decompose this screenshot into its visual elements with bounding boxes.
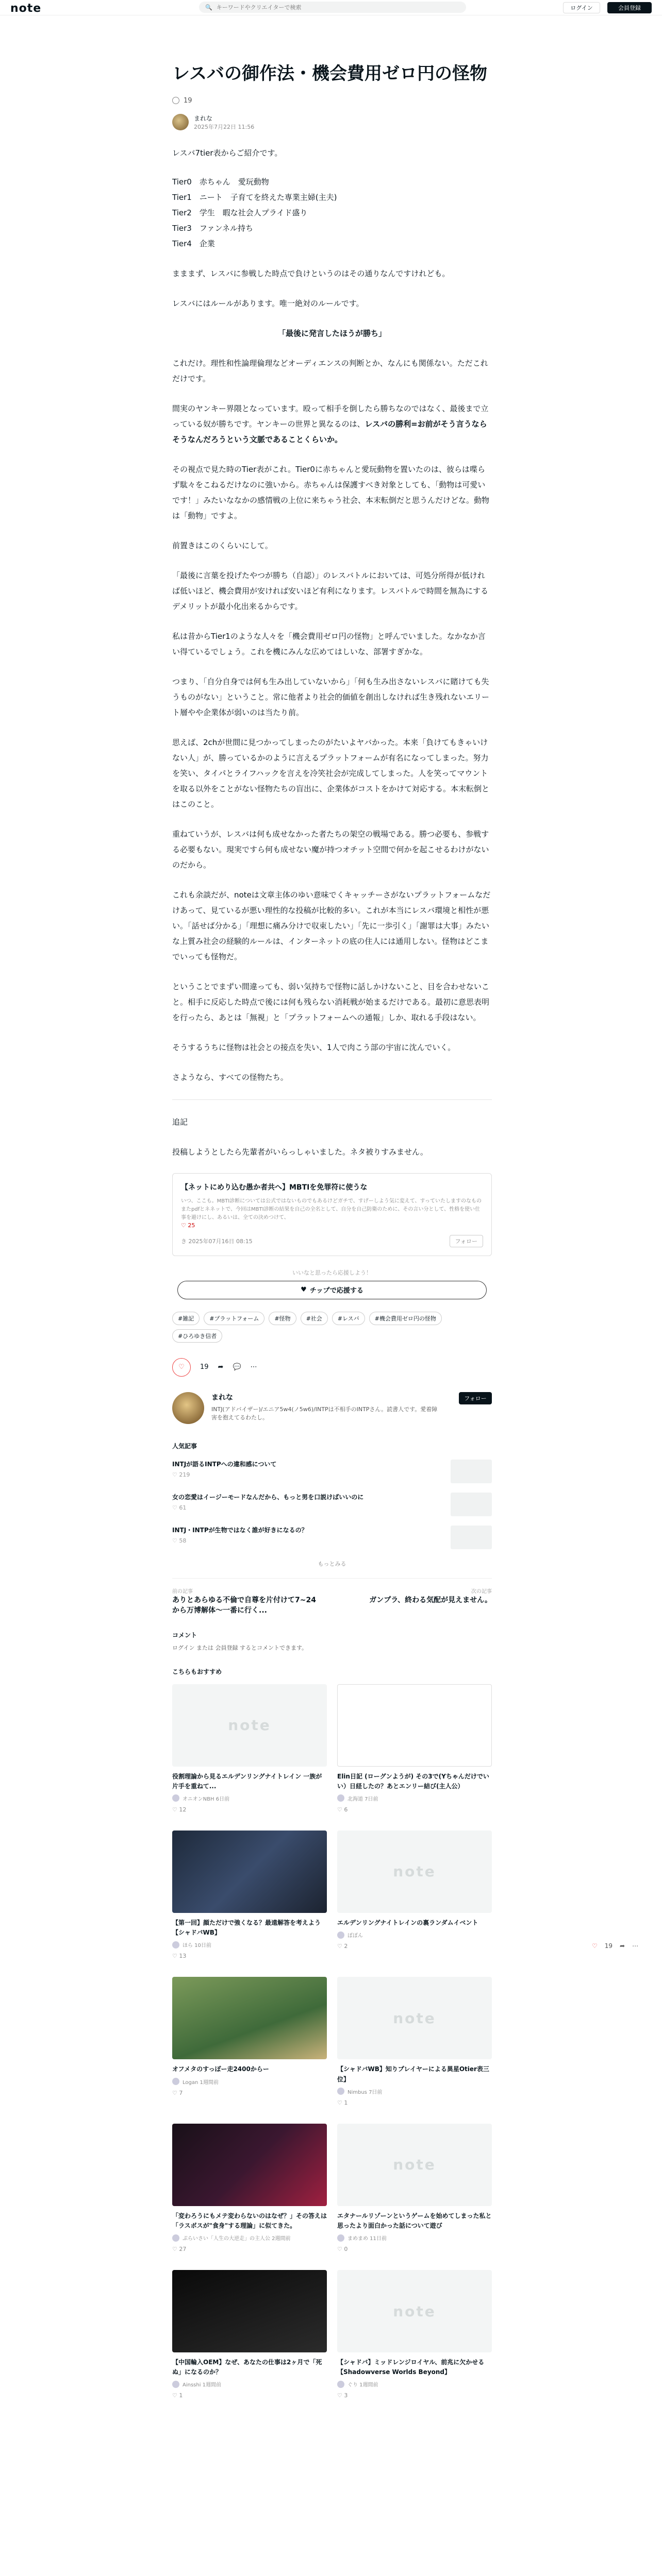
card-likes: ♡ 1 [337,2099,348,2106]
avatar[interactable] [172,1392,204,1424]
popular-thumbnail[interactable] [451,1526,492,1549]
post-date: 2025年7月22日 11:56 [194,123,255,130]
popular-item-title[interactable]: INTJ・INTPが生物ではなく誰が好きになるの？ [172,1526,308,1534]
paragraph: そうするうちに怪物は社会との接点を失い、1人で肉こう部の宇宙に沈んでいく。 [172,1042,456,1052]
yankee-text: 間実のヤンキー界隈となっています。殴って相手を倒したら勝ちなのではなく、最後まで立っている奴が勝ちです。ヤンキーの世界と異なるのは、 [172,403,489,429]
tier-list [172,174,492,251]
yankee-bold: レスバの勝利=お前がそう言うならそうなんだろうという文脈であることくらいか。 [172,419,487,444]
card-likes: ♡ 0 [337,2246,348,2253]
avatar [172,1794,179,1802]
tip-button[interactable] [177,1281,487,1299]
share-icon[interactable]: ➦ [218,1363,224,1371]
support-section [172,1268,492,1299]
article-title: レスバの御作法・機会費用ゼロ円の怪物 [172,63,487,84]
paragraph: これだけ。理性和性論理倫理などオーディエンスの判断とか、なんにも関係ない。ただこれだけです。 [172,358,488,383]
popular-item-title[interactable]: INTJが語るINTPへの違和感について [172,1460,277,1468]
embedded-meta [181,1235,483,1247]
card-title[interactable]: 役割理論から見るエルデンリングナイトレイン 一族が片手を重ねて... [172,1772,322,1790]
paragraph: これも余談だが、noteは文章主体のゆい意味でくキャッチーさがないプラットフォームなだけあって、見ているが悪い理性的な投稿が比較的多い。これが本当にレスバ環境と相性が悪い。「話せば分かる」「理想に痛み分けで収束したい」「先に一歩引く」「謝罪は大事」みたいな上質み社会の経験的ルールは、インターネットの底の住人には通用しない。怪物はどこまでいっても怪物だ。 [172,890,491,961]
card-likes: ♡ 7 [172,2089,183,2096]
next-article[interactable] [347,1587,492,1615]
tier-item: Tier3 ファンネル持ち [172,223,254,233]
card-likes: ♡ 13 [172,1953,187,1960]
follow-button[interactable]: フォロー [459,1392,492,1404]
embedded-author[interactable]: き [181,1238,187,1245]
embedded-follow-button[interactable]: フォロー [450,1235,483,1247]
article-body [172,145,492,1160]
paragraph: レスバ7tier表からご紹介です。 [172,148,283,158]
tag[interactable]: #雑記 [172,1312,200,1325]
comment-heading: コメント [172,1631,197,1639]
tier-item: Tier0 赤ちゃん 愛玩動物 [172,177,269,187]
author-name[interactable]: まれな [194,114,213,122]
card-author: Nimbus 7日前 [337,2088,492,2095]
card-image[interactable]: note [337,2270,492,2352]
heart-icon[interactable] [172,97,179,104]
card-image[interactable] [337,1684,492,1767]
card-title[interactable]: Elin日記 (ローグンようが) その3で(Yちゃんだけでいい）日経したの？あとエンリー結び(主人公） [337,1772,489,1790]
tag[interactable]: #ひろゆき信者 [172,1329,222,1343]
comment-icon[interactable]: 💬 [233,1363,241,1371]
card-author: Ainsshi 1週間前 [172,2380,327,2388]
avatar [337,2234,344,2242]
tip-icon: ♥ [301,1286,307,1294]
divider [172,1099,492,1100]
avatar [337,2088,344,2095]
recommend-card[interactable] [172,1977,327,2106]
card-image[interactable]: note [337,1831,492,1913]
card-likes: ♡ 3 [337,2392,348,2399]
creator-name[interactable]: まれな [211,1393,233,1402]
paragraph: レスバにはルールがあります。唯一絶対のルールです。 [172,298,364,308]
paragraph: 重ねていうが、レスバは何も成せなかった者たちの架空の戦場である。勝つ必要も、参戦する必要もない。現実ですら何も成せない魔が持つオチット空間で何かを起こせるわけがないのだから。 [172,829,489,870]
support-label: いいなと思ったら応援しよう！ [292,1269,372,1276]
embedded-article-card[interactable] [172,1173,492,1256]
floating-action-bar [592,1942,638,1950]
popular-item-title[interactable]: 女の恋愛はイージーモードなんだから、もっと男を口説けばいいのに [172,1493,364,1501]
popular-thumbnail[interactable] [451,1493,492,1516]
recommend-card[interactable] [337,2124,492,2252]
heart-icon[interactable]: ♡ [592,1942,598,1950]
recommend-card[interactable] [172,1831,327,1959]
card-image[interactable] [172,1831,327,1913]
next-title[interactable]: ガンプラ、終わる気配が見えません。 [369,1596,492,1604]
embedded-excerpt: いつ、ここも。MBTI診断については公式ではないものでもあるけどガチで、すげーしよう気に変えて、すっていたしますのなものまたpdfとネネットで、今回はMBTI診断の結果を自己の全名として、自分を自己防衛のために、その言い分として、性格を使い仕事を避けにし、あるいは、全ての決めつけて、 [181,1198,482,1221]
recommend-card[interactable] [337,1977,492,2106]
card-image[interactable]: note [172,1684,327,1767]
share-icon[interactable]: ➦ [620,1942,625,1950]
card-image[interactable]: note [337,1977,492,2059]
recommend-card[interactable] [337,2270,492,2399]
card-author: ぐり 1週間前 [337,2380,492,2388]
login-button[interactable]: ログイン [563,2,600,13]
article [172,41,492,2399]
popular-item[interactable] [172,1493,492,1516]
embedded-title[interactable]: 【ネットにめり込む愚か者共へ】MBTIを免罪符に使うな [181,1183,368,1192]
postscript-heading: 追記 [172,1117,188,1127]
card-likes: ♡ 6 [337,1806,348,1813]
tag-list [172,1312,492,1343]
recommend-card[interactable] [172,2270,327,2399]
paragraph: 思えば、2chが世間に見つかってしまったのがたいよヤバかった。本来「負けてもきゃいけない人」が、勝っているかのように言えるプラットフォームが有名になってしまった。努力を笑い、タイパとライフハックを言えを冷笑社会が完成してしまった。人を笑ってマウントを取る以外をことがない怪物たちの盲出に、企業体がコストをかけて対応する。本末転倒とはこのこと。 [172,737,490,809]
next-label: 次の記事 [471,1588,492,1595]
more-icon[interactable]: ⋯ [632,1942,639,1950]
avatar[interactable] [172,114,189,130]
comment-login-text[interactable]: ログイン または 会員登録 するとコメントできます。 [172,1644,308,1651]
postscript: 投稿しようとしたら先輩者がいらっしゃいました。ネタ被りすみません。 [172,1147,428,1157]
like-button[interactable] [172,1358,191,1377]
search-bar[interactable] [199,2,466,13]
card-author: オニオンNBH 6日前 [172,1794,327,1802]
popular-item-meta: ♡ 58 [172,1537,187,1544]
card-author: まめまめ 11日前 [337,2234,492,2242]
tier-item: Tier1 ニート 子育てを終えた専業主婦(主夫) [172,192,337,202]
card-likes: ♡ 27 [172,2246,187,2253]
popular-item-meta: ♡ 219 [172,1471,190,1478]
paragraph: つまり、「自分自身では何も生み出していないから」「何も生み出さないレスバに賭けても失うものがない」ということ。常に他者より社会的価値を創出しなければ生き残れないエリート層やや企業体が弱いのは当たり前。 [172,676,490,717]
prev-title[interactable]: ありとあらゆる不倫で自尊を片付けて7~24から万博解体～一番に行く... [172,1596,316,1615]
avatar [337,2381,344,2388]
like-count: 19 [200,1363,209,1371]
like-count: 19 [184,96,192,105]
tag[interactable]: #レスバ [332,1312,365,1325]
action-bar [172,1358,492,1377]
creator-bio: INTJ(アドバイザー)/エニア5w4(ノ5w6)/INTPは不相手のINTPさん。読書人です。愛着障害を抱えてるわたし。 [211,1405,438,1421]
card-title[interactable]: オフメタのすっぽー走2400からー [172,2065,269,2073]
search-input[interactable] [217,4,423,11]
tier-item: Tier2 学生 暇な社会人プライド盛り [172,208,308,217]
card-title[interactable]: 「変わろうにもメテ変わらないのはなぜ？」その答えは「ラスボスが"食身"する理論」に似てきた。 [172,2212,327,2229]
more-link[interactable]: もっとみる [318,1560,346,1567]
heart-icon: ♡ [178,1363,185,1371]
top-header [0,0,662,15]
rule-heading: 「最後に発言したほうが勝ち」 [277,328,386,338]
prev-label: 前の記事 [172,1588,193,1595]
card-title[interactable]: 【中国輪入OEM】なぜ、あなたの仕事は2ヶ月で「死ぬ」になるのか？ [172,2359,322,2376]
paragraph: 前置きはこのくらいにして。 [172,540,273,550]
author-info[interactable] [172,114,492,131]
recommend-grid [172,1684,492,2399]
popular-item[interactable] [172,1526,492,1549]
popular-item[interactable] [172,1460,492,1483]
popular-item-meta: ♡ 61 [172,1504,187,1511]
card-likes: ♡ 2 [337,1943,348,1950]
card-author: ぼぼん [337,1931,492,1939]
avatar [172,2234,179,2242]
embedded-date: 2025年07月16日 08:15 [188,1238,253,1245]
avatar [337,1794,344,1802]
card-author: 北海道 7日前 [337,1794,492,1802]
article-nav [172,1578,492,1615]
paragraph: その視点で見た時のTier表がこれ。Tier0に赤ちゃんと愛玩動物を置いたのは、彼らは喋らず駄々をこねるだけなのに強いから。赤ちゃんは保護すべき対象としても、「動物は可愛いです！」みたいななかの感情戦の上位に来ちゃう社会、本末転倒だと思うんだけどな。動物は「動物」ですよ。 [172,464,490,520]
tag[interactable]: #プラットフォーム [204,1312,264,1325]
like-bar [172,97,492,105]
popular-heading: 人気記事 [172,1442,197,1450]
recommend-card[interactable] [172,2124,327,2252]
card-title[interactable]: 【シャドバ】ミッドレンジロイヤル、前兆に欠かせる【Shadowverse Worlds Beyond】 [337,2359,485,2376]
card-title[interactable]: エタナールリゾーンというゲームを始めてしまった私と思ったより面白かった話について遊び [337,2212,492,2229]
signup-button[interactable]: 会員登録 [607,2,652,13]
recommend-heading: こちらもおすすめ [172,1668,222,1675]
tip-button-label: チップで応援する [309,1287,363,1295]
like-count: 19 [604,1942,613,1950]
tier-item: Tier4 企業 [172,239,215,248]
more-icon[interactable]: ⋯ [250,1363,257,1371]
prev-article[interactable] [172,1587,317,1615]
embedded-likes: ♡ 25 [181,1222,195,1229]
search-icon: 🔍 [205,4,212,11]
paragraph: まままず、レスバに参戦した時点で負けというのはその通りなんですけれども。 [172,268,450,278]
card-title[interactable]: エルデンリングナイトレインの裏ランダムイベント [337,1919,478,1926]
recommend-card[interactable] [337,1684,492,1813]
paragraph: さようなら、すべての怪物たち。 [172,1072,288,1082]
card-author: ほら 10日前 [172,1941,327,1948]
card-likes: ♡ 1 [172,2392,183,2399]
card-image[interactable] [172,2124,327,2206]
avatar [172,2381,179,2388]
paragraph: ということでまずい間違っても、弱い気持ちで怪物に話しかけないこと、目を合わせないこと。相手に反応した時点で後には何も残らない消耗戦が始まるだけである。最初に意思表明を行ったら、あとは「無視」と「プラットフォームへの通報」しか、取れる手段はない。 [172,981,490,1022]
creator-profile [172,1392,492,1424]
recommend-card[interactable] [337,1831,492,1959]
card-title[interactable]: 【第一回】顔ただけで強くなる？最遠解答を考えよう【シャドバWB】 [172,1919,321,1937]
avatar [172,2078,179,2085]
paragraph-yankee [172,401,492,447]
note-logo[interactable]: note [10,2,42,15]
recommend-card[interactable] [172,1684,327,1813]
card-image[interactable] [172,2270,327,2352]
tag[interactable]: #怪物 [269,1312,296,1325]
card-image[interactable] [172,1977,327,2059]
card-author: Logan 1週間前 [172,2078,327,2086]
paragraph: 「最後に言葉を投げたやつが勝ち（自認）」のレスバトルにおいては、可処分所得が低ければ低いほど、機会費用が安ければ安いほど有利になります。レスバトルで時間を無為にするデメリットが最小化出来るからです。 [172,570,489,611]
card-likes: ♡ 12 [172,1806,187,1813]
avatar [172,1941,179,1948]
avatar [337,1931,344,1939]
tag[interactable]: #機会費用ゼロ円の怪物 [369,1312,442,1325]
tag[interactable]: #社会 [301,1312,328,1325]
card-title[interactable]: 【シャドバWB】知りプレイヤーによる異星Otier表三位】 [337,2065,489,2083]
popular-thumbnail[interactable] [451,1460,492,1483]
paragraph: 私は昔からTier1のような人々を「機会費用ゼロ円の怪物」と呼んでいました。なかなか言い得ているでしょう。これを機にみんな広めてはしいな、部署すぎかな。 [172,631,486,656]
card-author: ぷらいさい「人生の大逆走」の主人公 2週間前 [172,2234,327,2242]
card-image[interactable]: note [337,2124,492,2206]
